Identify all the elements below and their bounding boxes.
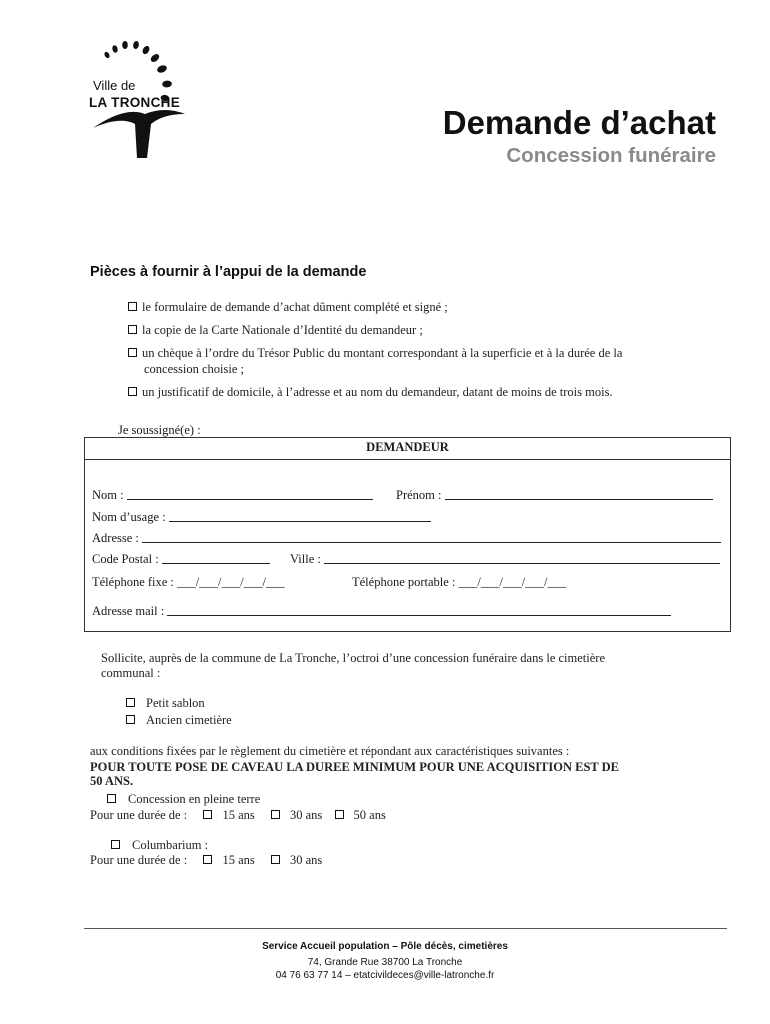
checkbox-icon[interactable] (111, 840, 120, 849)
prenom-field[interactable] (396, 488, 713, 503)
adresse-field[interactable] (92, 531, 721, 546)
telephone-fixe-label: Téléphone fixe : (92, 575, 174, 589)
avertissement-line2: 50 ANS. (90, 774, 134, 788)
footer-address: 74, Grande Rue 38700 La Tronche (307, 957, 463, 968)
sollicite-text-line2: communal : (101, 666, 161, 680)
conditions-text: aux conditions fixées par le règlement du cimetière et répondant aux caractéristiques suivantes : (90, 744, 570, 758)
telephone-fixe-blanks[interactable]: ___/___/___/___/___ (177, 575, 285, 589)
prenom-input-line[interactable] (445, 489, 713, 500)
checkbox-icon[interactable] (128, 302, 137, 311)
checkbox-icon[interactable] (203, 810, 212, 819)
demandeur-heading: DEMANDEUR (85, 438, 730, 460)
sollicite-text-line1: Sollicite, auprès de la commune de La Tronche, l’octroi d’une concession funéraire dans le cimetière (101, 651, 605, 665)
option-label: Columbarium : (132, 838, 209, 852)
option-columbarium[interactable] (111, 838, 208, 853)
piece-item-cni[interactable] (128, 322, 423, 339)
telephone-portable-field[interactable] (352, 575, 566, 590)
nom-field[interactable] (92, 488, 373, 503)
checkbox-icon[interactable] (128, 348, 137, 357)
duree-label: Pour une durée de : (90, 853, 188, 867)
footer-service: Service Accueil population – Pôle décès, cimetières (262, 941, 508, 952)
footer-divider (84, 928, 727, 929)
option-label: Concession en pleine terre (128, 792, 261, 806)
footer-contact: 04 76 63 77 14 – etatcivildeces@ville-latronche.fr (275, 970, 495, 981)
option-label: 15 ans (222, 808, 255, 822)
nom-usage-field[interactable] (92, 510, 431, 525)
option-petit-sablon[interactable] (126, 696, 205, 711)
columbarium-30-ans[interactable] (271, 853, 322, 867)
checkbox-icon[interactable] (335, 810, 344, 819)
option-pleine-terre[interactable] (107, 792, 260, 807)
demandeur-section (84, 437, 731, 632)
option-label: 30 ans (290, 808, 323, 822)
ville-label: Ville : (290, 552, 321, 566)
soussigne-label: Je soussigné(e) : (118, 423, 201, 437)
option-label: Ancien cimetière (146, 713, 232, 727)
ville-input-line[interactable] (324, 553, 720, 564)
code-postal-label: Code Postal : (92, 552, 159, 566)
adresse-label: Adresse : (92, 531, 139, 545)
logo-text-ville: Ville de (93, 78, 136, 93)
piece-label: le formulaire de demande d’achat dûment complété et signé ; (142, 300, 448, 314)
checkbox-icon[interactable] (203, 855, 212, 864)
piece-label: un justificatif de domicile, à l’adresse et au nom du demandeur, datant de moins de trois mois. (142, 385, 613, 399)
piece-item-formulaire[interactable] (128, 299, 448, 316)
telephone-portable-label: Téléphone portable : (352, 575, 456, 589)
duree-label: Pour une durée de : (90, 808, 188, 822)
pleine-terre-50-ans[interactable] (335, 808, 386, 822)
code-postal-input-line[interactable] (162, 553, 270, 564)
email-input-line[interactable] (167, 605, 671, 616)
page-subtitle: Concession funéraire (506, 144, 716, 167)
pleine-terre-duree-row (90, 808, 386, 823)
telephone-fixe-field[interactable] (92, 575, 285, 590)
prenom-label: Prénom : (396, 488, 442, 502)
piece-item-cheque[interactable] (128, 345, 622, 362)
option-label: 30 ans (290, 853, 323, 867)
adresse-input-line[interactable] (142, 532, 721, 543)
pleine-terre-30-ans[interactable] (271, 808, 322, 822)
checkbox-icon[interactable] (126, 698, 135, 707)
piece-label: la copie de la Carte Nationale d’Identité du demandeur ; (142, 323, 423, 337)
nom-usage-input-line[interactable] (169, 511, 431, 522)
page-title: Demande d’achat (442, 104, 716, 141)
piece-item-cheque-continued: concession choisie ; (144, 362, 244, 376)
option-ancien-cimetiere[interactable] (126, 713, 232, 728)
nom-input-line[interactable] (127, 489, 373, 500)
piece-label: un chèque à l’ordre du Trésor Public du montant correspondant à la superficie et à la durée de la (142, 346, 623, 360)
checkbox-icon[interactable] (126, 715, 135, 724)
nom-usage-label: Nom d’usage : (92, 510, 166, 524)
piece-item-justificatif[interactable] (128, 384, 613, 401)
checkbox-icon[interactable] (271, 855, 280, 864)
option-label: Petit sablon (146, 696, 205, 710)
email-field[interactable] (92, 604, 671, 619)
columbarium-15-ans[interactable] (203, 853, 254, 867)
checkbox-icon[interactable] (128, 387, 137, 396)
ville-la-tronche-logo (85, 40, 195, 160)
telephone-portable-blanks[interactable]: ___/___/___/___/___ (458, 575, 567, 589)
code-postal-field[interactable] (92, 552, 270, 567)
option-label: 15 ans (222, 853, 255, 867)
option-label: 50 ans (353, 808, 386, 822)
pieces-heading: Pièces à fournir à l’appui de la demande (90, 264, 367, 280)
avertissement-line1: POUR TOUTE POSE DE CAVEAU LA DUREE MINIMUM POUR UNE ACQUISITION EST DE (90, 760, 620, 774)
columbarium-duree-row (90, 853, 322, 868)
checkbox-icon[interactable] (128, 325, 137, 334)
checkbox-icon[interactable] (107, 794, 116, 803)
logo-text-la-tronche: LA TRONCHE (89, 95, 180, 110)
email-label: Adresse mail : (92, 604, 165, 618)
nom-label: Nom : (92, 488, 124, 502)
checkbox-icon[interactable] (271, 810, 280, 819)
ville-field[interactable] (290, 552, 720, 567)
pleine-terre-15-ans[interactable] (203, 808, 254, 822)
